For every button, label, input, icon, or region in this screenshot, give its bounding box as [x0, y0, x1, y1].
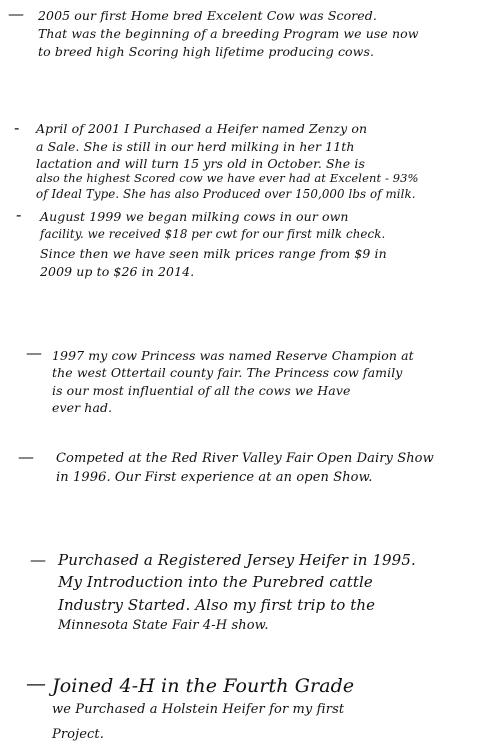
entry-dash: -	[16, 205, 22, 224]
entry-line: Since then we have seen milk prices range from $9 in	[40, 246, 387, 261]
entry-line: to breed high Scoring high lifetime producing cows.	[38, 44, 375, 59]
entry-line: Project.	[52, 727, 104, 742]
entry-line: 2009 up to $26 in 2014.	[40, 264, 195, 279]
entry-dash: —	[8, 4, 24, 23]
entry-line: the west Ottertail county fair. The Princess cow family	[52, 365, 403, 380]
entry-dash: —	[26, 671, 46, 695]
entry-line: Minnesota State Fair 4-H show.	[58, 618, 269, 633]
entry-line: Purchased a Registered Jersey Heifer in 1995.	[58, 551, 416, 569]
entry-line: in 1996. Our First experience at an open Show.	[56, 470, 373, 485]
entry-dash: —	[30, 550, 46, 569]
entry-line: ever had.	[52, 400, 113, 415]
entry-line: is our most influential of all the cows we Have	[52, 383, 351, 398]
entry-line: August 1999 we began milking cows in our own	[40, 209, 349, 224]
entry-dash: —	[18, 447, 34, 466]
entry-dash: -	[14, 118, 20, 137]
entry-line: also the highest Scored cow we have ever had at Excelent - 93%	[36, 171, 419, 185]
entry-line: My Introduction into the Purebred cattle	[58, 573, 373, 591]
entry-line: April of 2001 I Purchased a Heifer named Zenzy on	[36, 121, 368, 136]
entry-line: Joined 4-H in the Fourth Grade	[52, 675, 355, 697]
entry-dash: —	[26, 343, 42, 362]
entry-line: Industry Started. Also my first trip to the	[58, 596, 376, 614]
entry-line: we Purchased a Holstein Heifer for my first	[52, 702, 345, 717]
entry-line: of Ideal Type. She has also Produced over 150,000 lbs of milk.	[36, 187, 416, 201]
entry-line: 2005 our first Home bred Excelent Cow was Scored.	[38, 8, 377, 23]
entry-line: 1997 my cow Princess was named Reserve Champion at	[52, 348, 414, 363]
entry-line: facility. we received $18 per cwt for our first milk check.	[40, 227, 386, 241]
entry-line: That was the beginning of a breeding Program we use now	[38, 26, 419, 41]
entry-line: lactation and will turn 15 yrs old in October. She is	[36, 156, 365, 171]
entry-line: Competed at the Red River Valley Fair Open Dairy Show	[56, 451, 434, 466]
entry-line: a Sale. She is still in our herd milking in her 11th	[36, 139, 355, 154]
